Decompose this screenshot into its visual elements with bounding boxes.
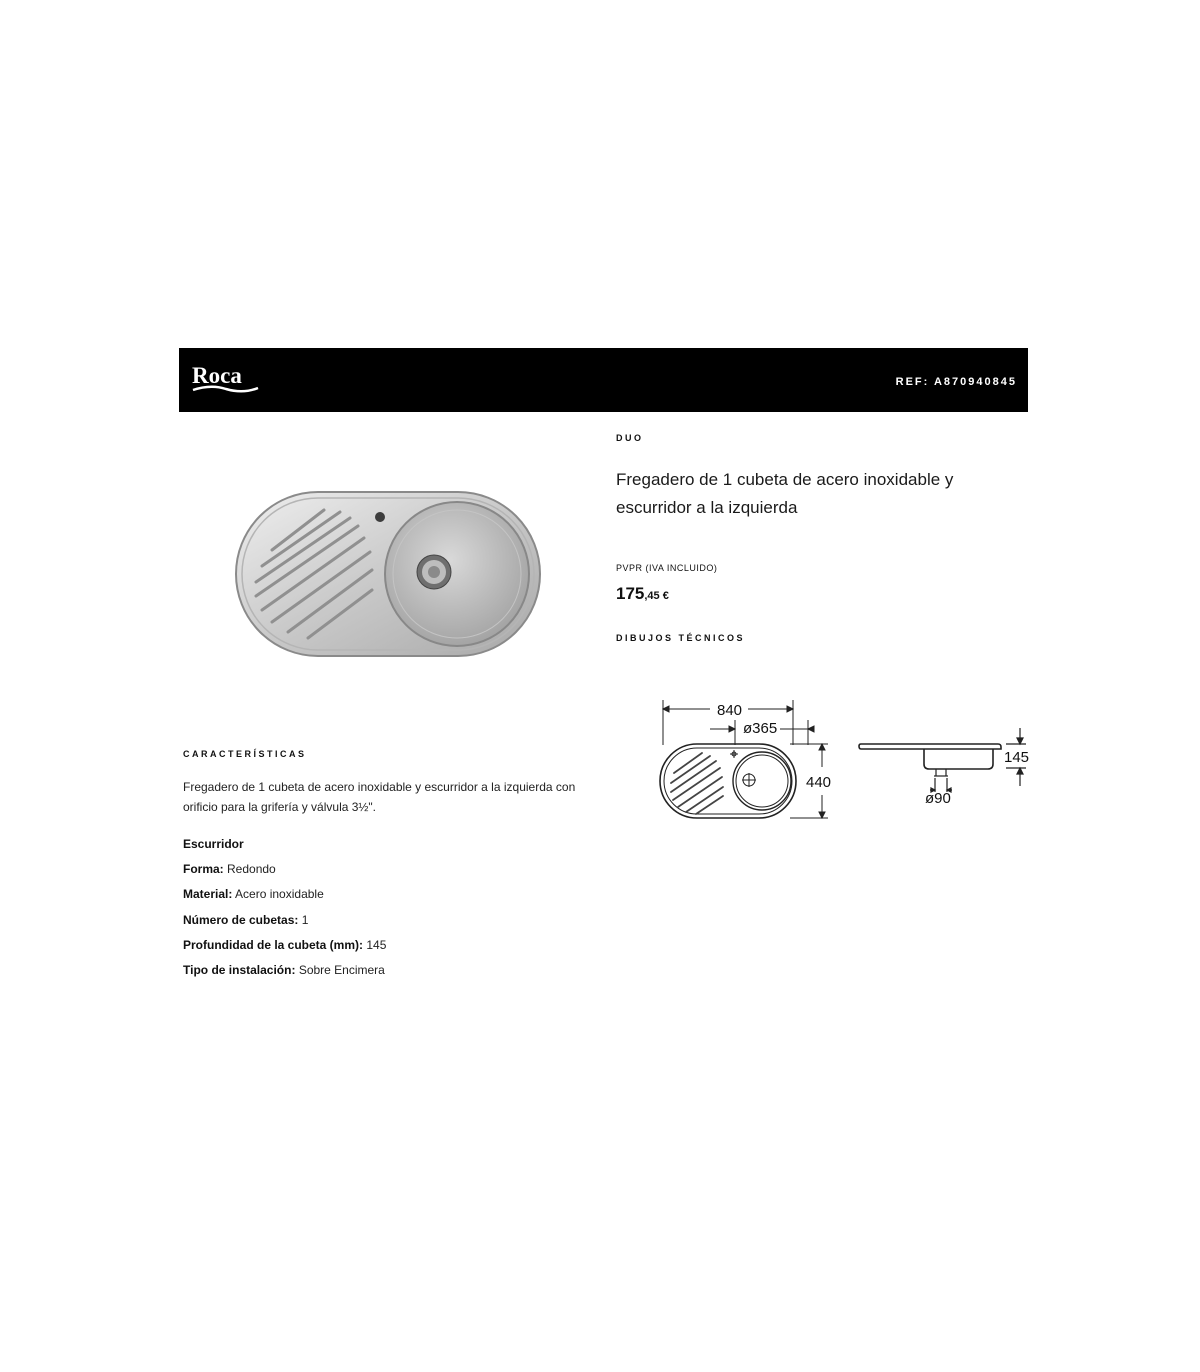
- spec-row: [183, 885, 386, 910]
- price: [616, 584, 669, 604]
- product-title: Fregadero de 1 cubeta de acero inoxidable y escurridor a la izquierda: [616, 470, 954, 517]
- spec-value: Acero inoxidable: [235, 887, 324, 902]
- spec-row: [183, 860, 386, 885]
- spec-key: Material:: [183, 887, 233, 902]
- dim-bowl-height: 145: [1004, 749, 1030, 766]
- spec-row: [183, 961, 386, 986]
- spec-list: [183, 835, 386, 986]
- spec-key: Número de cubetas:: [183, 912, 299, 927]
- technical-drawings-label: DIBUJOS TÉCNICOS: [616, 633, 746, 643]
- ref-label: REF:: [895, 376, 930, 388]
- spec-row: [183, 835, 386, 860]
- spec-value: Sobre Encimera: [298, 962, 385, 977]
- roca-logo-wordmark: Roca: [192, 363, 242, 388]
- spec-key: Tipo de instalación:: [183, 962, 296, 977]
- side-view-drawing: [856, 720, 1036, 810]
- spec-key: Profundidad de la cubeta (mm):: [183, 937, 364, 952]
- spec-value: 1: [301, 912, 309, 927]
- roca-logo: [191, 360, 261, 396]
- ref-value: A870940845: [933, 376, 1017, 388]
- spec-key: Forma:: [183, 862, 224, 877]
- product-description: Fregadero de 1 cubeta de acero inoxidable y escurridor a la izquierda con orificio para la grifería y válvula 3½".: [183, 780, 576, 814]
- spec-value: Redondo: [227, 862, 276, 877]
- header-bar: [179, 348, 1028, 412]
- dim-depth: 440: [806, 774, 832, 791]
- price-label: PVPR (IVA INCLUIDO): [616, 563, 718, 573]
- spec-row: [183, 936, 386, 961]
- dim-bowl-diameter: ø365: [743, 720, 778, 737]
- characteristics-label: CARACTERÍSTICAS: [183, 749, 307, 759]
- spec-key: Escurridor: [183, 837, 244, 851]
- price-integer: 175: [616, 584, 645, 603]
- dim-width: 840: [717, 702, 743, 719]
- spec-row: [183, 911, 386, 936]
- spec-value: 145: [366, 937, 387, 952]
- top-view-drawing: [650, 695, 850, 825]
- product-photo: [232, 488, 544, 660]
- dim-drain-diameter: ø90: [925, 790, 951, 807]
- product-series: DUO: [616, 433, 644, 443]
- price-decimal: ,45 €: [644, 590, 669, 602]
- reference: [896, 376, 1017, 388]
